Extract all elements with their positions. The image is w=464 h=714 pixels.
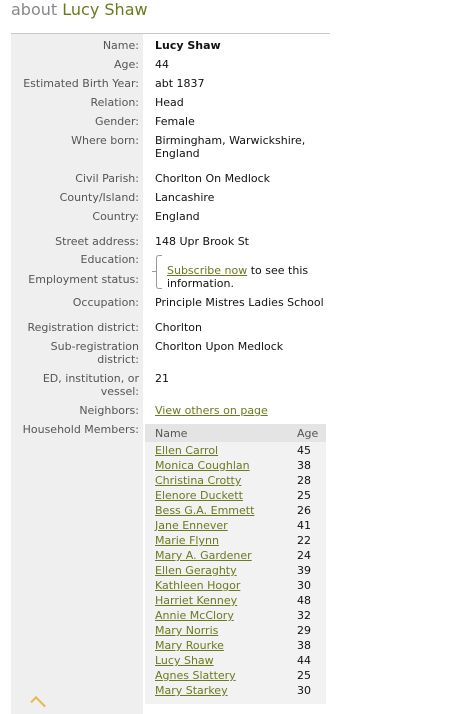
table-row <box>145 684 326 699</box>
member-age: 45 <box>297 444 311 457</box>
value-country: England <box>155 210 200 223</box>
member-name-link[interactable]: Bess G.A. Emmett <box>155 504 255 517</box>
label-employment: Employment status: <box>28 273 139 286</box>
table-row <box>145 534 326 549</box>
subscribe-bracket <box>156 255 162 289</box>
member-age: 28 <box>297 474 311 487</box>
label-street: Street address: <box>55 235 139 248</box>
subscribe-now-link[interactable]: Subscribe now <box>167 264 248 277</box>
member-age: 30 <box>297 579 311 592</box>
table-row <box>145 594 326 609</box>
member-age: 39 <box>297 564 311 577</box>
label-subreg-district: Sub-registration district: <box>50 340 139 366</box>
label-county: County/Island: <box>59 191 139 204</box>
member-name-link[interactable]: Monica Coughlan <box>155 459 250 472</box>
label-name: Name: <box>102 39 139 52</box>
member-name-link[interactable]: Lucy Shaw <box>155 654 214 667</box>
member-name-link[interactable]: Ellen Geraghty <box>155 564 237 577</box>
member-name-link[interactable]: Mary Rourke <box>155 639 224 652</box>
table-row <box>145 489 326 504</box>
value-relation: Head <box>155 96 184 109</box>
member-age: 48 <box>297 594 311 607</box>
member-name-link[interactable]: Ellen Carrol <box>155 444 219 457</box>
label-reg-district: Registration district: <box>27 321 139 334</box>
member-age: 24 <box>297 549 311 562</box>
value-gender: Female <box>155 115 195 128</box>
label-household: Household Members: <box>22 423 139 436</box>
table-row <box>145 459 326 474</box>
column-header-age: Age <box>297 427 319 440</box>
label-relation: Relation: <box>90 96 139 109</box>
member-age: 29 <box>297 624 311 637</box>
table-row <box>145 504 326 519</box>
table-row <box>145 654 326 669</box>
member-age: 38 <box>297 459 311 472</box>
value-civil-parish: Chorlton On Medlock <box>155 172 271 185</box>
table-row <box>145 444 326 459</box>
value-street: 148 Upr Brook St <box>155 235 249 248</box>
subscribe-text: to see this information. <box>167 264 309 290</box>
household-table-header <box>145 424 326 442</box>
table-row <box>145 579 326 594</box>
value-occupation: Principle Mistres Ladies School <box>155 296 324 309</box>
page-title <box>11 0 148 19</box>
member-name-link[interactable]: Mary A. Gardener <box>155 549 252 562</box>
member-age: 32 <box>297 609 311 622</box>
label-ed: ED, institution, or vessel: <box>42 372 139 398</box>
household-table <box>145 424 326 704</box>
value-birth-year: abt 1837 <box>155 77 205 90</box>
label-civil-parish: Civil Parish: <box>75 172 139 185</box>
value-name: Lucy Shaw <box>155 39 221 52</box>
member-name-link[interactable]: Jane Ennever <box>155 519 228 532</box>
label-neighbors: Neighbors: <box>79 404 139 417</box>
member-age: 25 <box>297 669 311 682</box>
table-row <box>145 519 326 534</box>
member-age: 41 <box>297 519 311 532</box>
member-age: 26 <box>297 504 311 517</box>
label-birth-year: Estimated Birth Year: <box>23 77 139 90</box>
member-age: 38 <box>297 639 311 652</box>
label-education: Education: <box>80 253 139 266</box>
title-prefix: about <box>11 0 58 19</box>
member-name-link[interactable]: Marie Flynn <box>155 534 219 547</box>
label-occupation: Occupation: <box>72 296 139 309</box>
view-others-link[interactable]: View others on page <box>155 404 268 417</box>
member-name-link[interactable]: Elenore Duckett <box>155 489 243 502</box>
member-name-link[interactable]: Christina Crotty <box>155 474 242 487</box>
member-name-link[interactable]: Mary Norris <box>155 624 219 637</box>
value-subreg-district: Chorlton Upon Medlock <box>155 340 284 353</box>
subscribe-notice <box>167 264 332 290</box>
label-gender: Gender: <box>94 115 139 128</box>
member-age: 30 <box>297 684 311 697</box>
table-row <box>145 639 326 654</box>
member-name-link[interactable]: Agnes Slattery <box>155 669 236 682</box>
table-row <box>145 669 326 684</box>
table-row <box>145 564 326 579</box>
value-reg-district: Chorlton <box>155 321 202 334</box>
table-row <box>145 474 326 489</box>
member-name-link[interactable]: Kathleen Hogor <box>155 579 241 592</box>
member-name-link[interactable]: Mary Starkey <box>155 684 228 697</box>
label-where-born: Where born: <box>71 134 139 147</box>
label-country: Country: <box>92 210 139 223</box>
member-age: 22 <box>297 534 311 547</box>
value-county: Lancashire <box>155 191 215 204</box>
member-name-link[interactable]: Harriet Kenney <box>155 594 238 607</box>
table-row <box>145 549 326 564</box>
table-row <box>145 624 326 639</box>
member-age: 25 <box>297 489 311 502</box>
title-person-name: Lucy Shaw <box>62 0 148 19</box>
table-row <box>145 609 326 624</box>
member-name-link[interactable]: Annie McClory <box>155 609 234 622</box>
value-where-born: Birmingham, Warwickshire, England <box>155 134 306 160</box>
value-age: 44 <box>155 58 169 71</box>
column-header-name: Name <box>155 427 188 440</box>
value-ed: 21 <box>155 372 169 385</box>
label-age: Age: <box>114 58 139 71</box>
member-age: 44 <box>297 654 311 667</box>
